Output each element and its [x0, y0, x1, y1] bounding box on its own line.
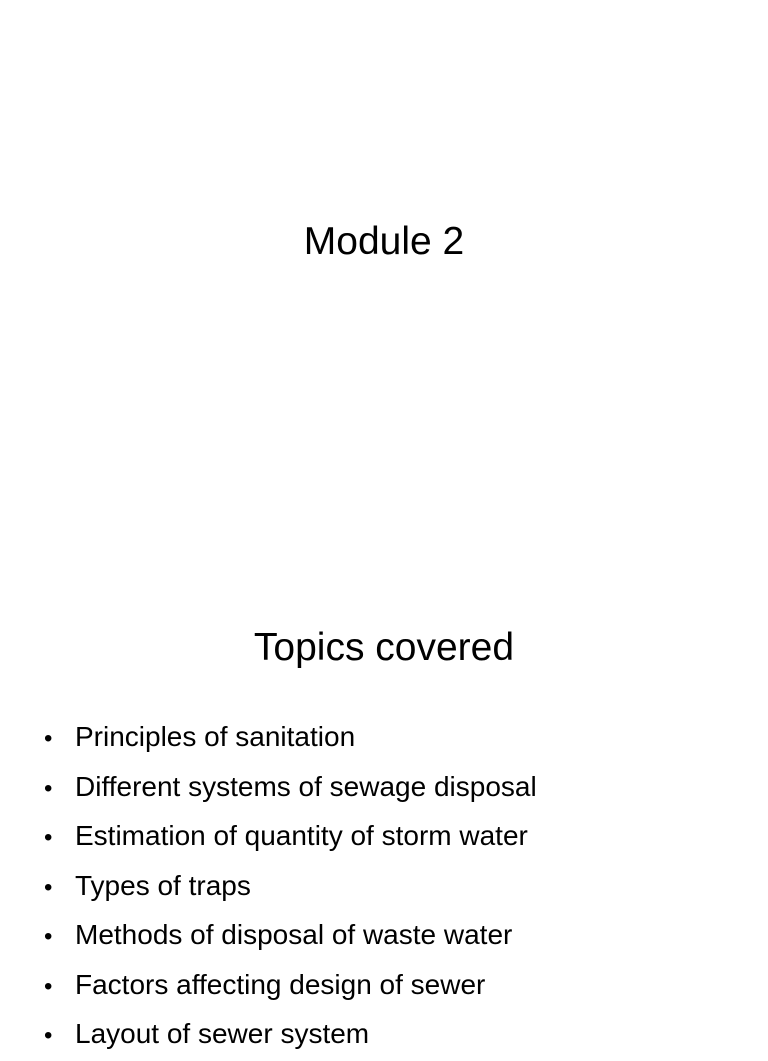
topic-item — [44, 811, 537, 861]
bullet-icon: • — [44, 725, 53, 752]
topic-item — [44, 960, 537, 1010]
topic-item — [44, 861, 537, 911]
bullet-icon: • — [44, 923, 53, 950]
bullet-icon: • — [44, 873, 53, 901]
topic-item — [44, 910, 537, 960]
topic-item — [44, 762, 537, 812]
topic-text: Types of traps — [75, 869, 251, 901]
bullet-icon: • — [44, 1022, 53, 1049]
bullet-icon: • — [44, 972, 53, 1000]
topic-text: Layout of sewer system — [75, 1018, 370, 1049]
slide-title: Topics covered — [253, 626, 515, 669]
topic-text: Methods of disposal of waste water — [75, 919, 513, 950]
topic-text: Estimation of quantity of storm water — [75, 820, 528, 851]
slide-topics-covered — [0, 576, 768, 1049]
topic-item — [44, 1009, 537, 1059]
topic-text: Factors affecting design of sewer — [75, 968, 486, 1000]
bullet-icon: • — [44, 824, 53, 851]
slide-title: Module 2 — [303, 220, 465, 263]
topic-text: Different systems of sewage disposal — [75, 770, 537, 802]
topic-list — [44, 712, 537, 1059]
topic-item — [44, 712, 537, 762]
bullet-icon: • — [44, 774, 53, 802]
topic-text: Principles of sanitation — [75, 721, 356, 752]
